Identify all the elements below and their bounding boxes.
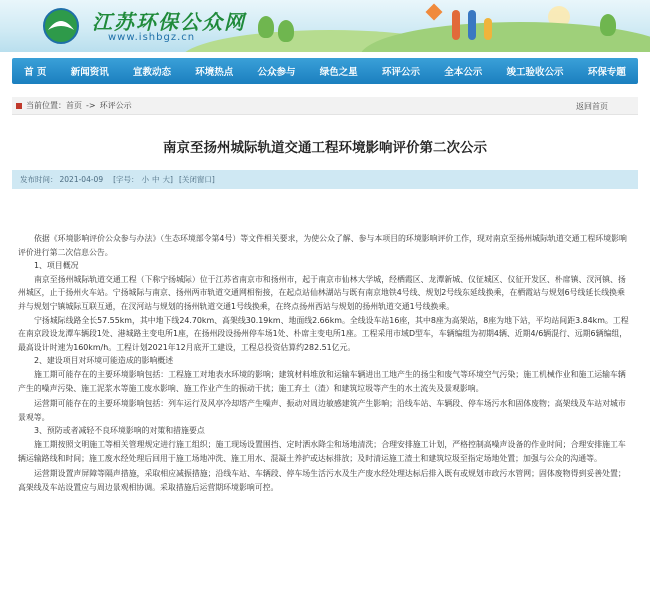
paragraph: 依据《环境影响评价公众参与办法》（生态环境部令第4号）等文件相关要求，为使公众了解、参与本项目的环境影响评价工作，现对南京至扬州城际轨道交通工程环境影响评价进行第二次信息公告。	[18, 234, 627, 257]
publish-date: 2021-04-09	[59, 175, 104, 184]
nav-item-green-star[interactable]: 绿色之星	[319, 67, 358, 78]
nav-item-acceptance-notice[interactable]: 竣工验收公示	[506, 67, 564, 78]
paragraph: 南京至扬州城际轨道交通工程（下称宁扬城际）位于江苏省南京市和扬州市，起于南京市仙林大学城，经栖霞区、龙潭新城、仪征城区、仪征开发区、朴席镇、汊河镇、扬州城区，止于扬州火车站。宁扬城际与南京、扬州两市轨道交通网相衔接，在起点站仙林湖站与既有南京地铁4号线、规划2号线东延线换乘，在栖霞站与规划6号线延长线换乘并与规划宁镇城际互联互通，在汊河站与规划的扬州轨道交通1号线换乘，在终点扬州西站与规划的扬州轨道交通1号线换乘。	[18, 274, 626, 311]
tree-decoration	[278, 20, 294, 42]
page-title: 南京至扬州城际轨道交通工程环境影响评价第二次公示	[163, 140, 487, 156]
nav-item-hotspots[interactable]: 环境热点	[195, 67, 234, 78]
close-window-link[interactable]: [关闭窗口]	[178, 175, 215, 184]
site-logo-icon	[40, 6, 82, 46]
nav-item-home[interactable]: 首 页	[24, 67, 47, 78]
paragraph: 宁扬城际线路全长57.55km，其中地下线24.70km、高架线30.19km、地面线2.66km。全线设车站16座，其中8座为高架站，8座为地下站，平均站间距3.84km。工程在南京段设龙潭车辆段1处、港城路主变电所1座，在扬州段设扬州停车场1处、朴席主变电所1座。工程采用市域D型车，车辆编组为初期4辆、近期4/6辆混行、远期6辆编组，最高设计时速为160km/h。工程计划2021年12月底开工建设，工程总投资估算约282.51亿元。	[18, 315, 629, 352]
font-medium-button[interactable]: 中	[152, 175, 160, 184]
main-nav	[12, 58, 638, 84]
paragraph: 施工期可能存在的主要环境影响包括：工程施工对地表水环境的影响；建筑材料堆放和运输车辆进出工地产生的扬尘和废气等环境空气污染；施工机械作业和施工运输车辆产生的噪声污染、施工泥浆水等施工废水影响、施工作业产生的振动干扰；施工弃土（渣）和建筑垃圾等产生的水土流失及景观影响。	[18, 369, 626, 393]
breadcrumb	[12, 97, 638, 115]
site-url: www.ishbgz.cn	[108, 32, 196, 43]
site-name: 江苏环保公众网	[92, 10, 246, 34]
breadcrumb-home-link[interactable]: 首页	[66, 101, 82, 110]
nav-item-full-notice[interactable]: 全本公示	[444, 67, 483, 78]
section-heading: 2、建设项目对环境可能造成的影响概述	[34, 356, 174, 366]
tree-decoration	[600, 14, 616, 36]
tree-decoration	[258, 16, 274, 38]
breadcrumb-current[interactable]: 环评公示	[99, 101, 132, 110]
breadcrumb-prefix: 当前位置：	[26, 101, 66, 110]
publish-date-label: 发布时间：	[20, 175, 58, 184]
person-figure	[484, 18, 492, 40]
article-body	[18, 232, 632, 494]
nav-item-eia-notice[interactable]: 环评公示	[382, 67, 421, 78]
font-large-button[interactable]: 大]	[162, 175, 173, 184]
nav-item-education[interactable]: 宣教动态	[132, 67, 171, 78]
nav-item-topics[interactable]: 环保专题	[587, 67, 626, 78]
kite-decoration	[426, 4, 443, 21]
location-icon	[16, 103, 22, 109]
paragraph: 运营期设置声屏障等隔声措施，采取相应减振措施；沿线车站、车辆段、停车场生活污水及生产废水经处理达标后排入既有或规划市政污水管网；固体废物得到妥善处置；高架线及车站设置应与周边景观相协调。采取措施后运营期环境影响可控。	[18, 469, 626, 492]
font-small-button[interactable]: 小	[141, 175, 150, 184]
breadcrumb-separator: ->	[86, 101, 96, 110]
person-figure	[452, 10, 460, 40]
person-figure	[468, 10, 476, 40]
section-heading: 1、项目概况	[34, 261, 79, 271]
nav-item-participation[interactable]: 公众参与	[257, 67, 296, 78]
section-heading: 3、预防或者减轻不良环境影响的对策和措施要点	[34, 426, 205, 436]
paragraph: 运营期可能存在的主要环境影响包括：列车运行及风亭冷却塔产生噪声、振动对周边敏感建筑产生影响；沿线车站、车辆段、停车场污水和固体废物；高架线及车站对城市景观等。	[18, 399, 626, 422]
back-home-link[interactable]: 返回首页	[576, 102, 608, 111]
font-size-label: [字号：	[113, 175, 139, 184]
article-meta	[12, 170, 638, 189]
paragraph: 施工期按照文明施工等相关管理规定进行施工组织；施工现场设置围挡、定时洒水降尘和场地清洗；合理安排施工计划，严格控制高噪声设备的作业时间；合理安排施工车辆运输路线和时间；施工废水经处理后回用于施工场地冲洗、施工用水、混凝土养护或达标排放；及时清运施工渣土和建筑垃圾至指定场地处置；加强与公众的沟通等。	[18, 439, 626, 463]
site-banner	[0, 0, 650, 52]
nav-item-news[interactable]: 新闻资讯	[70, 67, 109, 78]
